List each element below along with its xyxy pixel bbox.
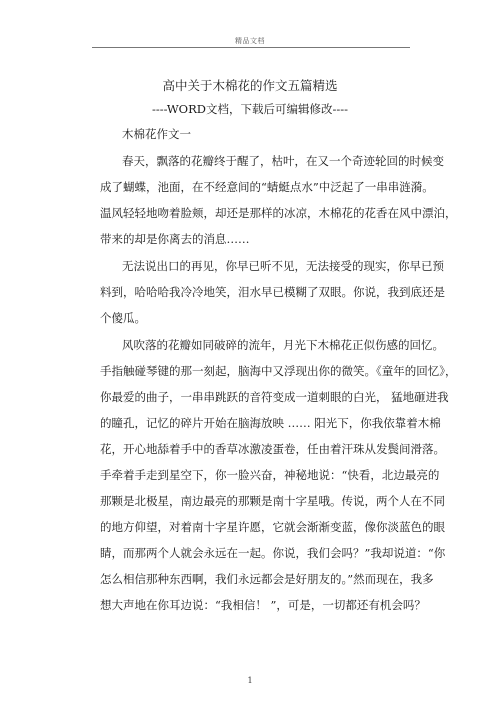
paragraph-line: 睛，而那两个人就会永远在一起。你说，我们会吗？”我却说道：“你: [100, 546, 446, 560]
page-number: 1: [247, 676, 253, 685]
paragraph-line: 怎么相信那种东西啊，我们永远都会是好朋友的。”然而现在，我多: [100, 572, 434, 586]
paragraph-line: 想大声地在你耳边说：“我相信！ ”，可是，一切都还有机会吗？: [100, 598, 426, 612]
paragraph-line: 风吹落的花瓣如同破碎的流年，月光下木棉花正似伤感的回忆。: [122, 338, 444, 352]
paragraph-line: 温风轻轻地吻着脸颊，却还是那样的冰凉，木棉花的花香在风中漂泊，: [100, 206, 457, 220]
page-header: 精品文档: [235, 37, 265, 45]
paragraph-line: 带来的却是你离去的消息……: [100, 232, 250, 246]
paragraph-line: 手牵着手走到星空下，你一脸兴奋，神秘地说：“快看，北边最亮的: [100, 468, 440, 482]
paragraph-line: 的地方仰望，对着南十字星许愿，它就会渐渐变蓝，像你淡蓝色的眼: [100, 520, 445, 534]
section-heading: 木棉花作文一: [122, 127, 191, 141]
paragraph-line: 料到，哈哈哈我冷冷地笑，泪水早已模糊了双眼。你说，我到底还是: [100, 285, 445, 299]
paragraph-line: 个傻瓜。: [100, 311, 146, 325]
document-subtitle: ----WORD文档，下载后可编辑修改----: [151, 102, 349, 116]
paragraph-line: 花，开心地舔着手中的香草冰激凌蛋卷，任由着汗珠从发鬓间滑落。: [100, 442, 445, 456]
paragraph-line: 无法说出口的再见，你早已听不见，无法接受的现实，你早已预: [122, 259, 444, 273]
document-title: 高中关于木棉花的作文五篇精选: [162, 78, 338, 93]
header-divider: [92, 47, 410, 48]
paragraph-line: 你最爱的曲子，一串串跳跃的音符变成一道刺眼的白光， 猛地砸进我: [100, 390, 449, 404]
paragraph-line: 手指触碰琴键的那一刻起，脑海中又浮现出你的微笑。《童年的回忆》，: [100, 364, 457, 378]
paragraph-line: 春天，飘落的花瓣终于醒了，枯叶，在又一个奇迹轮回的时候变: [122, 154, 444, 168]
paragraph-line: 的瞳孔，记忆的碎片开始在脑海放映 …… 阳光下，你我依靠着木棉: [100, 416, 441, 430]
paragraph-line: 成了蝴蝶，池面，在不经意间的“蜻蜓点水”中泛起了一串串涟漪。: [100, 180, 434, 194]
paragraph-line: 那颗是北极星，南边最亮的那颗是南十字星哦。传说，两个人在不同: [100, 494, 445, 508]
